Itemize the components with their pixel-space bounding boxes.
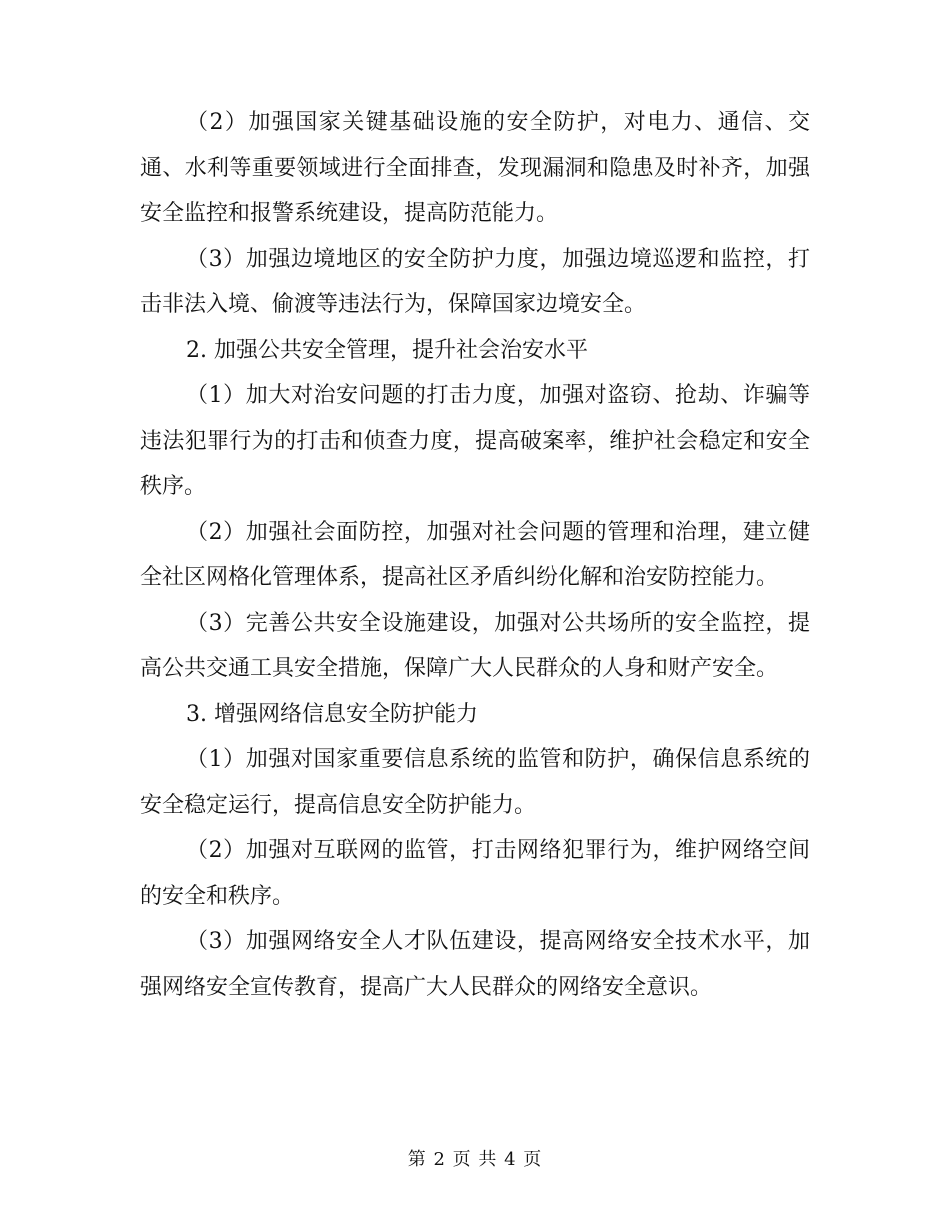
paragraph-item: （3）加强边境地区的安全防护力度，加强边境巡逻和监控，打击非法入境、偷渡等违法行为，保障国家边境安全。 xyxy=(140,246,810,317)
paragraph-item: （2）加强社会面防控，加强对社会问题的管理和治理，建立健全社区网格化管理体系，提高社区矛盾纠纷化解和治安防控能力。 xyxy=(140,519,810,590)
section-heading: 2. 加强公共安全管理，提升社会治安水平 xyxy=(186,337,588,363)
paragraph-item: （3）完善公共安全设施建设，加强对公共场所的安全监控，提高公共交通工具安全措施，保障广大人民群众的人身和财产安全。 xyxy=(140,610,810,681)
paragraph-item: （2）加强国家关键基础设施的安全防护，对电力、通信、交通、水利等重要领域进行全面排查，发现漏洞和隐患及时补齐，加强安全监控和报警系统建设，提高防范能力。 xyxy=(140,110,810,226)
paragraph-item: （2）加强对互联网的监管，打击网络犯罪行为，维护网络空间的安全和秩序。 xyxy=(140,838,810,909)
page-number-footer: 第 2 页 共 4 页 xyxy=(407,1149,543,1170)
section-heading: 3. 增强网络信息安全防护能力 xyxy=(186,701,478,727)
paragraph-item: （1）加强对国家重要信息系统的监管和防护，确保信息系统的安全稳定运行，提高信息安全防护能力。 xyxy=(140,747,810,818)
paragraph-item: （3）加强网络安全人才队伍建设，提高网络安全技术水平，加强网络安全宣传教育，提高广大人民群众的网络安全意识。 xyxy=(140,929,810,1000)
document-body xyxy=(140,100,810,1010)
paragraph-item: （1）加大对治安问题的打击力度，加强对盗窃、抢劫、诈骗等违法犯罪行为的打击和侦查力度，提高破案率，维护社会稳定和安全秩序。 xyxy=(140,383,810,499)
